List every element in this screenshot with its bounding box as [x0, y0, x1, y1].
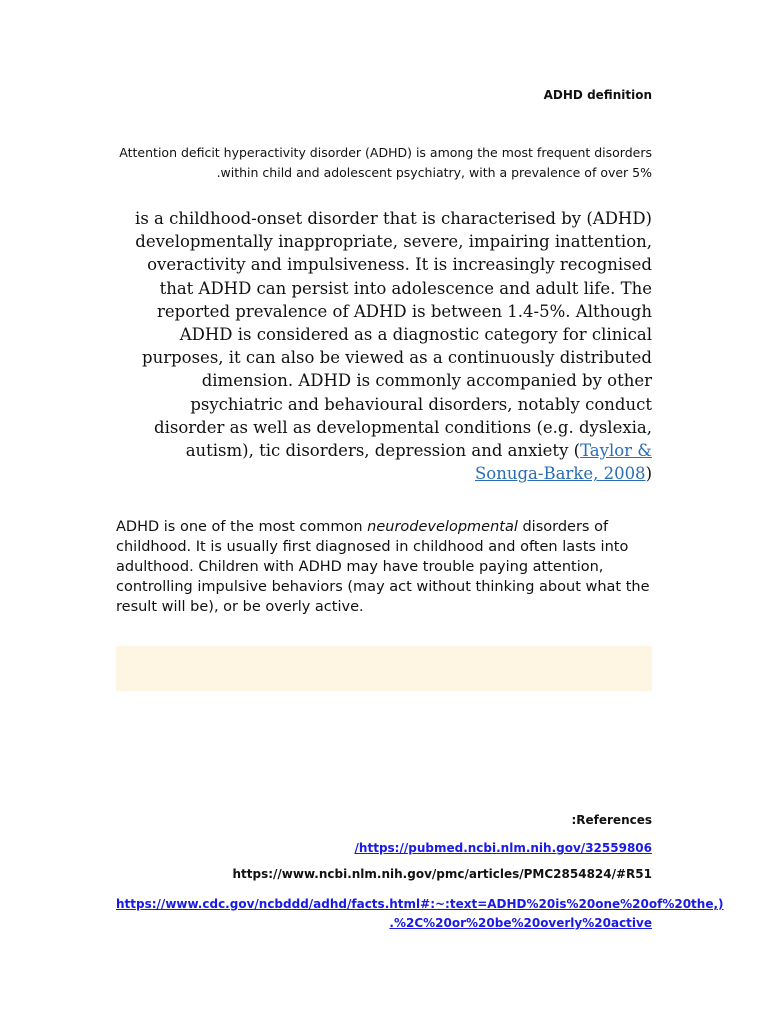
citation-close: ): [645, 464, 652, 484]
citation-link[interactable]: Taylor & Sonuga-Barke, 2008: [475, 441, 652, 484]
plain-paragraph-after: disorders of childhood. It is usually first diagnosed in childhood and often lasts into adulthood. Children with ADHD may have trouble paying attention, controlling impulsive behaviors (may act without thinking about what the result will be), or be overly active.: [116, 519, 650, 615]
serif-paragraph-text: is a childhood-onset disorder that is characterised by (ADHD) developmentally inappropriate, severe, impairing inattention, overactivity and impulsiveness. It is increasingly recognised that ADHD can persist into adolescence and adult life. The reported prevalence of ADHD is between 1.4-5%. Although ADHD is considered as a diagnostic category for clinical purposes, it can also be viewed as a continuously distributed dimension. ADHD is commonly accompanied by other psychiatric and behavioural disorders, notably conduct disorder as well as developmental conditions (e.g. dyslexia, autism), tic disorders, depression and anxiety (: [135, 209, 652, 461]
document-title: ADHD definition: [543, 88, 652, 102]
references-heading: :References: [571, 813, 652, 827]
highlight-box: [116, 646, 652, 691]
intro-line-2: .within child and adolescent psychiatry, with a prevalence of over 5%: [216, 165, 652, 180]
plain-paragraph-emphasis: neurodevelopmental: [367, 519, 518, 535]
reference-2: [116, 867, 652, 881]
intro-line-1: Attention deficit hyperactivity disorder (ADHD) is among the most frequent disorders: [119, 145, 652, 160]
intro-paragraph: [116, 143, 652, 183]
reference-3: [116, 895, 724, 933]
reference-link-1[interactable]: /https://pubmed.ncbi.nlm.nih.gov/32559806: [354, 841, 652, 855]
reference-1: [116, 841, 652, 855]
reference-link-3b[interactable]: .%2C%20or%20be%20overly%20active: [389, 916, 652, 930]
plain-paragraph-before: ADHD is one of the most common: [116, 519, 368, 535]
reference-text-2: https://www.ncbi.nlm.nih.gov/pmc/articles/PMC2854824/#R51: [232, 867, 652, 881]
plain-paragraph: [116, 517, 652, 617]
serif-paragraph: [116, 207, 652, 485]
reference-link-3a[interactable]: https://www.cdc.gov/ncbddd/adhd/facts.html#:~:text=ADHD%20is%20one%20of%20the,): [116, 897, 724, 911]
